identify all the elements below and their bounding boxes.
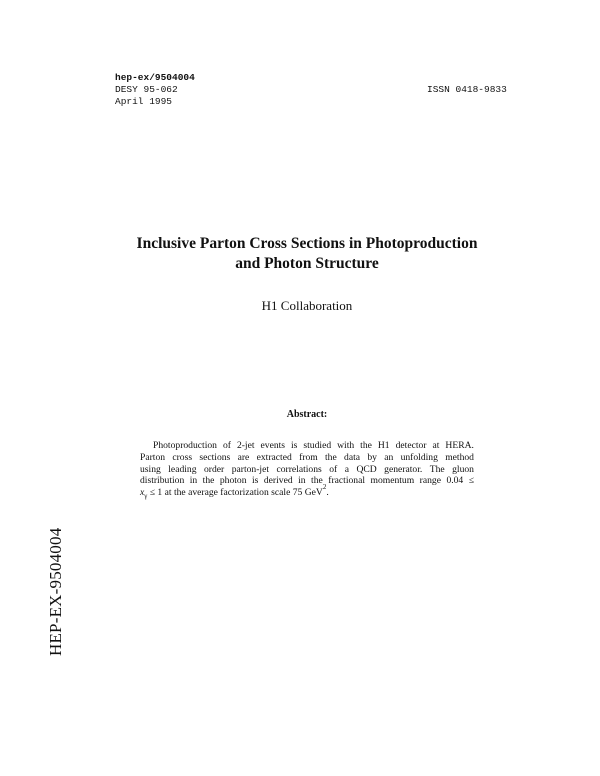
abstract-word: studied (303, 440, 332, 451)
abstract-word: gluon (452, 463, 474, 475)
margin-stamp-report-id: HEP-EX-9504004 (46, 527, 65, 656)
abstract-word: by (367, 451, 377, 463)
abstract-word: at (432, 440, 440, 451)
abstract-word: from (299, 451, 318, 463)
title-line-1: Inclusive Parton Cross Sections in Photoproduction (136, 235, 478, 252)
exponent: 2 (322, 483, 327, 492)
paper-authors: H1 Collaboration (261, 298, 353, 313)
abstract-word: QCD (356, 463, 377, 475)
abstract-word: Parton (140, 451, 166, 463)
abstract-word: method (445, 451, 474, 463)
abstract-word: is (291, 440, 298, 451)
abstract-word: correlations (276, 463, 322, 475)
title-line-2: and Photon Structure (235, 255, 379, 272)
abstract-line (140, 452, 474, 464)
abstract-word: order (203, 463, 225, 475)
abstract-word: cross (172, 451, 193, 463)
report-number: DESY 95-062 (115, 84, 178, 95)
abstract-word: extracted (256, 451, 292, 463)
abstract-word: momentum (370, 475, 415, 487)
abstract-word: the (202, 475, 215, 487)
abstract-word: are (237, 451, 250, 463)
abstract-word: sections (199, 451, 231, 463)
abstract-word: the (325, 451, 337, 463)
abstract-word: HERA. (445, 440, 474, 451)
abstract-word: of (222, 440, 231, 451)
report-date: April 1995 (115, 96, 173, 107)
abstract-word: unfolding (400, 451, 438, 463)
abstract-word: using (140, 463, 161, 475)
abstract-word: in (298, 475, 306, 487)
abstract-word: an (384, 451, 394, 463)
abstract-word: with (337, 440, 355, 451)
abstract-line (140, 475, 474, 487)
abstract-word: leading (168, 463, 197, 475)
abstract-word: generator. (384, 463, 423, 475)
abstract-word: range (419, 475, 441, 487)
abstract-word: the (360, 440, 372, 451)
issn-number: ISSN 0418-9833 (427, 84, 507, 95)
abstract-word: ≤ (468, 475, 474, 487)
math-variable-x: $x_\gamma$ (140, 487, 148, 501)
abstract-word: 0.04 (446, 475, 464, 487)
abstract-word: a (344, 463, 349, 475)
abstract-word: distribution (140, 475, 185, 487)
abstract-word: the (311, 475, 323, 487)
abstract-word: 2-jet (236, 440, 255, 451)
abstract-word: is (251, 475, 259, 487)
abstract-heading: Abstract: (286, 409, 328, 420)
abstract-word: photon (219, 475, 247, 487)
abstract-word: derived (263, 475, 293, 487)
abstract-line-5-text: ≤ 1 at the average factorization scale 75 GeV (149, 487, 323, 499)
abstract-word: parton-jet (231, 463, 269, 475)
abstract-word: The (429, 463, 445, 475)
abstract-word: H1 (377, 440, 390, 451)
abstract-word: data (344, 451, 361, 463)
abstract-word: in (189, 475, 198, 487)
paper-title (0, 234, 600, 274)
abstract-line (140, 464, 474, 476)
abstract-line-last: $x_\gamma$ ≤ 1 at the average factorization scale 75 GeV 2 . (140, 483, 329, 501)
abstract-word: fractional (328, 475, 366, 487)
arxiv-id: hep-ex/9504004 (115, 72, 195, 83)
abstract-word: of (329, 463, 338, 475)
abstract-word: detector (395, 440, 427, 451)
abstract-body (140, 440, 474, 499)
abstract-line (140, 440, 474, 452)
abstract-word: events (260, 440, 286, 451)
abstract-word: Photoproduction (153, 440, 217, 451)
report-header-left (115, 72, 195, 108)
